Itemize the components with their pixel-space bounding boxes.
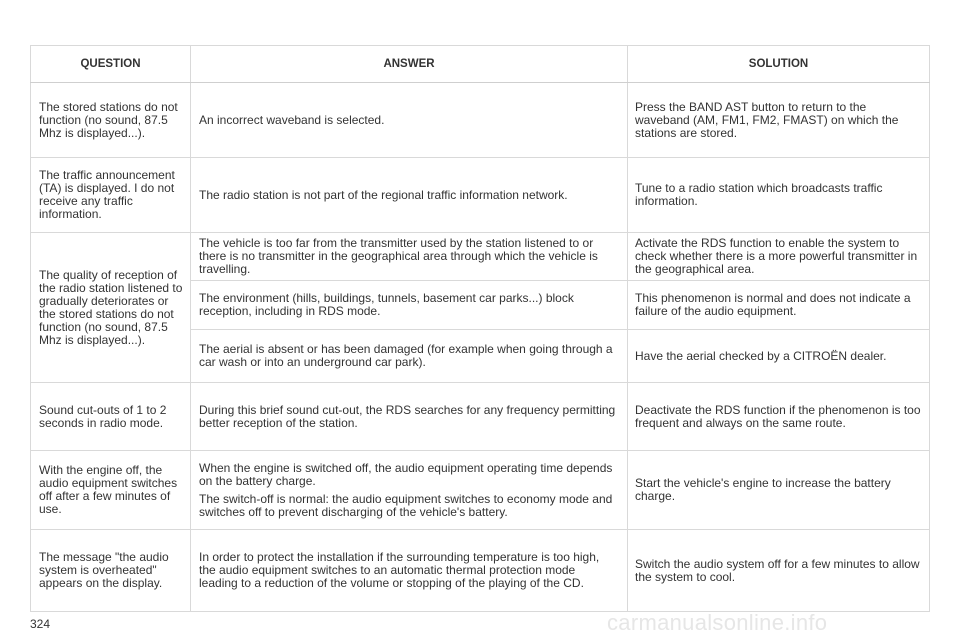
solution-cell: Activate the RDS function to enable the system to check whether there is a more powerful transmitter in the geographical area. — [628, 233, 930, 281]
solution-cell: Deactivate the RDS function if the phenomenon is too frequent and always on the same route. — [628, 383, 930, 451]
table-row — [31, 451, 930, 530]
question-cell: The stored stations do not function (no sound, 87.5 Mhz is displayed...). — [31, 83, 191, 158]
answer-cell: The aerial is absent or has been damaged (for example when going through a car wash or into an underground car park). — [191, 330, 628, 383]
question-cell: The quality of reception of the radio station listened to gradually deteriorates or the stored stations do not function (no sound, 87.5 Mhz is displayed...). — [31, 233, 191, 383]
watermark: carmanualsonline.info — [607, 610, 828, 635]
question-cell: The message "the audio system is overheated" appears on the display. — [31, 530, 191, 612]
answer-cell: An incorrect waveband is selected. — [191, 83, 628, 158]
answer-cell: The radio station is not part of the regional traffic information network. — [191, 158, 628, 233]
solution-cell: Press the BAND AST button to return to the waveband (AM, FM1, FM2, FMAST) on which the stations are stored. — [628, 83, 930, 158]
solution-cell: Start the vehicle's engine to increase the battery charge. — [628, 451, 930, 530]
answer-cell: In order to protect the installation if the surrounding temperature is too high, the audio equipment switches to an automatic thermal protection mode leading to a reduction of the volume or stopping of the playing of the CD. — [191, 530, 628, 612]
solution-cell: Switch the audio system off for a few minutes to allow the system to cool. — [628, 530, 930, 612]
table-header-row — [31, 46, 930, 83]
answer-cell: The environment (hills, buildings, tunnels, basement car parks...) block reception, including in RDS mode. — [191, 281, 628, 330]
column-header-solution: SOLUTION — [628, 46, 930, 83]
solution-cell: Tune to a radio station which broadcasts traffic information. — [628, 158, 930, 233]
solution-cell: Have the aerial checked by a CITROËN dealer. — [628, 330, 930, 383]
answer-cell: The vehicle is too far from the transmitter used by the station listened to or there is no transmitter in the geographical area through which the vehicle is travelling. — [191, 233, 628, 281]
table-row — [31, 158, 930, 233]
answer-cell — [191, 451, 628, 530]
table-row — [31, 383, 930, 451]
answer-cell: During this brief sound cut-out, the RDS searches for any frequency permitting better reception of the station. — [191, 383, 628, 451]
table-row — [31, 233, 930, 281]
solution-cell: This phenomenon is normal and does not indicate a failure of the audio equipment. — [628, 281, 930, 330]
question-cell: The traffic announcement (TA) is displayed. I do not receive any traffic information. — [31, 158, 191, 233]
troubleshooting-table — [30, 45, 930, 612]
table-row — [31, 83, 930, 158]
answer-paragraph: The switch-off is normal: the audio equipment switches to economy mode and switches off to prevent discharging of the vehicle's battery. — [199, 491, 613, 519]
answer-paragraph: When the engine is switched off, the audio equipment operating time depends on the battery charge. — [199, 460, 613, 488]
table-row — [31, 530, 930, 612]
question-cell: Sound cut-outs of 1 to 2 seconds in radio mode. — [31, 383, 191, 451]
page-number: 324 — [30, 617, 51, 631]
question-cell: With the engine off, the audio equipment switches off after a few minutes of use. — [31, 451, 191, 530]
column-header-question: QUESTION — [31, 46, 191, 83]
column-header-answer: ANSWER — [191, 46, 628, 83]
